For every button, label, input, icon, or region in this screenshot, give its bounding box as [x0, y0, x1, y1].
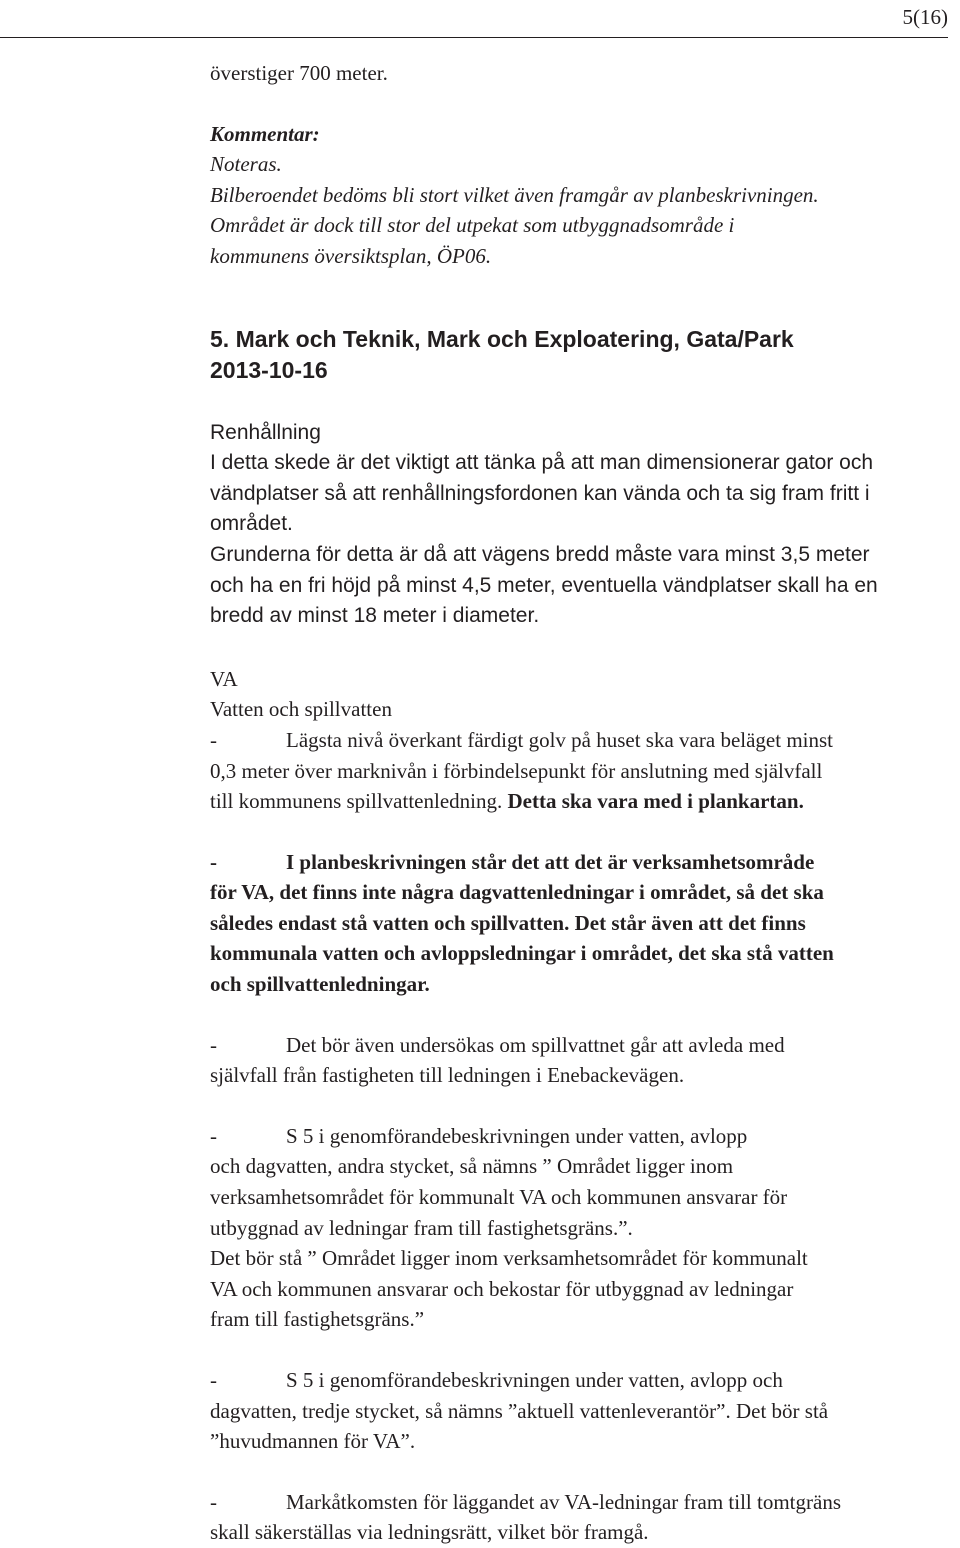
- va-item-line: och spillvattenledningar.: [210, 972, 430, 997]
- va-item-line: skall säkerställas via ledningsrätt, vilket bör framgå.: [210, 1520, 649, 1545]
- va-item-line: dagvatten, tredje stycket, så nämns ”aktuell vattenleverantör”. Det bör stå: [210, 1398, 829, 1423]
- dash: -: [210, 1032, 217, 1057]
- section-date: 2013-10-16: [210, 356, 328, 383]
- dash: -: [210, 849, 217, 874]
- va-item-line: således endast stå vatten och spillvatten. Det står även att det finns: [210, 910, 806, 935]
- header-rule: [0, 37, 948, 38]
- dash: -: [210, 1123, 217, 1148]
- va-item-line: S 5 i genomförandebeskrivningen under vatten, avlopp: [286, 1123, 748, 1148]
- section-heading: [210, 324, 960, 386]
- va-item-6: [210, 1487, 960, 1548]
- va-item-line: och dagvatten, andra stycket, så nämns ” Området ligger inom: [210, 1154, 734, 1179]
- spacer: [210, 386, 960, 418]
- document-body: [210, 58, 960, 1548]
- va-item-line: Det bör stå ” Området ligger inom verksamhetsområdet för kommunalt: [210, 1246, 808, 1271]
- dash: -: [210, 727, 217, 752]
- va-item-emphasis: Detta ska vara med i plankartan.: [507, 789, 804, 814]
- va-item-5: [210, 1365, 960, 1457]
- va-block: [210, 664, 960, 1548]
- renhallning-line: och ha en fri höjd på minst 4,5 meter, eventuella vändplatser skall ha en: [210, 573, 878, 597]
- va-item-line: verksamhetsområdet för kommunalt VA och kommunen ansvarar för: [210, 1185, 788, 1210]
- va-item-line: ”huvudmannen för VA”.: [210, 1429, 416, 1454]
- renhallning-block: [210, 418, 960, 632]
- comment-line: Området är dock till stor del utpekat som utbyggnadsområde i: [210, 213, 735, 238]
- va-item-line: Lägsta nivå överkant färdigt golv på huset ska vara beläget minst: [286, 727, 833, 752]
- renhallning-line: vändplatser så att renhållningsfordonen kan vända och ta sig fram fritt i: [210, 481, 870, 505]
- va-item-line: kommunala vatten och avloppsledningar i området, det ska stå vatten: [210, 941, 834, 966]
- comment-label: Kommentar:: [210, 121, 320, 146]
- page-number: 5(16): [902, 5, 948, 29]
- renhallning-title: Renhållning: [210, 420, 321, 444]
- va-item-line: I planbeskrivningen står det att det är verksamhetsområde: [286, 849, 815, 874]
- spacer: [210, 817, 960, 847]
- va-item-line: Det bör även undersökas om spillvattnet går att avleda med: [286, 1032, 785, 1057]
- va-item-line: självfall från fastigheten till ledningen i Enebackevägen.: [210, 1063, 685, 1088]
- spacer: [210, 1000, 960, 1030]
- spacer: [210, 1457, 960, 1487]
- renhallning-line: Grunderna för detta är då att vägens bredd måste vara minst 3,5 meter: [210, 542, 870, 566]
- intro-line: överstiger 700 meter.: [210, 61, 388, 85]
- va-item-line: 0,3 meter över marknivån i förbindelsepunkt för anslutning med självfall: [210, 758, 823, 783]
- spacer: [210, 1091, 960, 1121]
- va-item-1: [210, 725, 960, 817]
- dash: -: [210, 1489, 217, 1514]
- dash: -: [210, 1368, 217, 1392]
- va-item-line: VA och kommunen ansvarar och bekostar för utbyggnad av ledningar: [210, 1276, 794, 1301]
- va-item-line: fram till fastighetsgräns.”: [210, 1307, 425, 1332]
- renhallning-line: I detta skede är det viktigt att tänka på att man dimensionerar gator och: [210, 451, 874, 475]
- comment-block: [210, 119, 960, 272]
- va-item-line: till kommunens spillvattenledning.: [210, 789, 508, 814]
- spacer: [210, 272, 960, 324]
- va-item-line: S 5 i genomförandebeskrivningen under vatten, avlopp och: [286, 1368, 783, 1392]
- va-item-line: Markåtkomsten för läggandet av VA-ledningar fram till tomtgräns: [286, 1489, 842, 1514]
- spacer: [210, 632, 960, 664]
- comment-line: Noteras.: [210, 152, 282, 177]
- renhallning-line: området.: [210, 512, 293, 536]
- va-item-4: [210, 1121, 960, 1335]
- spacer: [210, 1335, 960, 1365]
- va-item-3: [210, 1030, 960, 1091]
- section-title: 5. Mark och Teknik, Mark och Exploatering, Gata/Park: [210, 325, 794, 352]
- va-item-line: utbyggnad av ledningar fram till fastighetsgräns.”.: [210, 1215, 633, 1240]
- va-subtitle: Vatten och spillvatten: [210, 697, 392, 722]
- comment-line: kommunens översiktsplan, ÖP06.: [210, 243, 492, 268]
- spacer: [210, 89, 960, 119]
- va-title: VA: [210, 666, 238, 691]
- renhallning-line: bredd av minst 18 meter i diameter.: [210, 604, 540, 628]
- comment-line: Bilberoendet bedöms bli stort vilket även framgår av planbeskrivningen.: [210, 182, 819, 207]
- va-item-line: för VA, det finns inte några dagvattenledningar i området, så det ska: [210, 880, 824, 905]
- va-item-2: [210, 847, 960, 1000]
